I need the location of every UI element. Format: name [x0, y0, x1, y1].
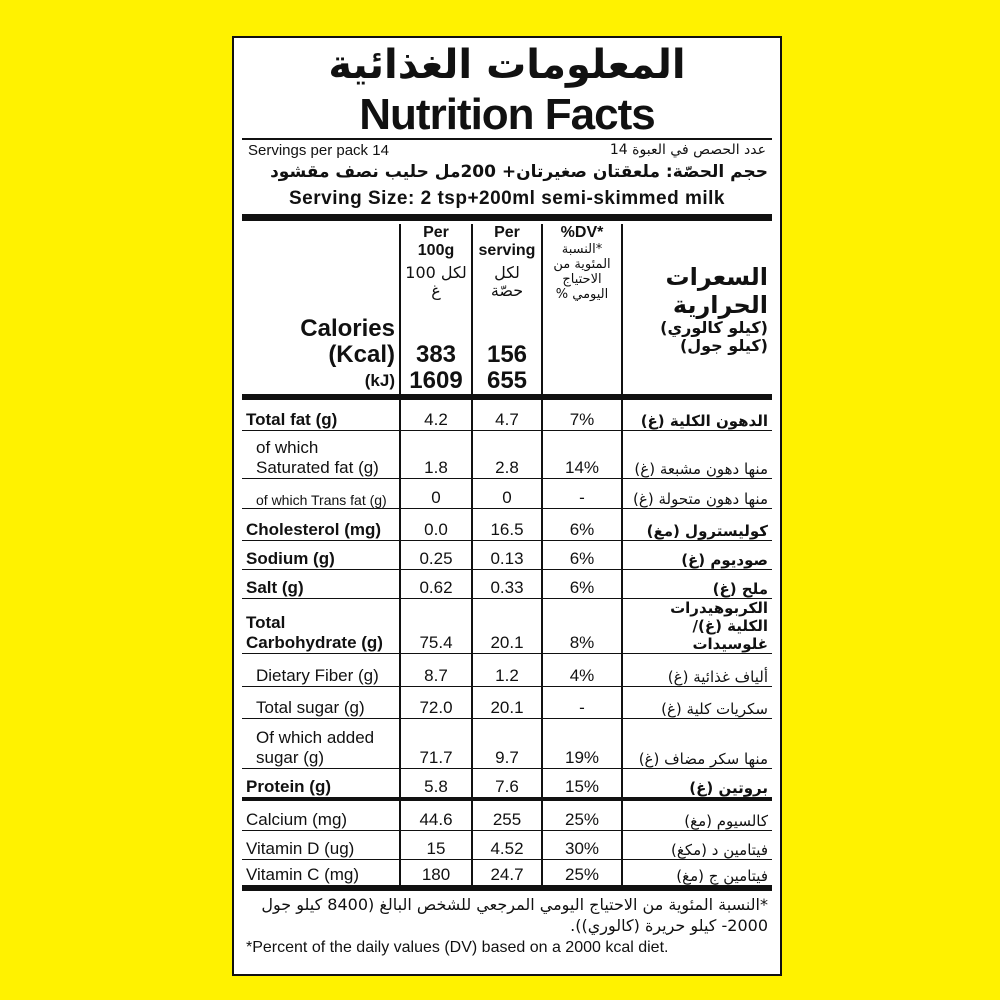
nutrition-table [242, 224, 772, 891]
value-per-100g: 0.62 [400, 569, 472, 598]
nutrition-label [232, 36, 782, 976]
value-per-serving: 16.5 [472, 508, 542, 540]
calories-per-100g: 383 1609 [400, 316, 472, 397]
value-per-serving: 7.6 [472, 768, 542, 799]
table-row [242, 397, 772, 430]
divider [242, 138, 772, 140]
nutrient-name-arabic: ألياف غذائية (غ) [622, 653, 772, 686]
value-per-serving: 255 [472, 799, 542, 830]
nutrient-name-arabic: فيتامين ج (مغ) [622, 859, 772, 888]
value-per-serving: 1.2 [472, 653, 542, 686]
daily-value: - [542, 686, 622, 718]
value-per-serving: 4.52 [472, 830, 542, 859]
title-arabic: المعلومات الغذائية [328, 42, 686, 88]
nutrient-name: Protein (g) [242, 768, 400, 799]
nutrient-name: Total Carbohydrate (g) [242, 598, 400, 653]
table-row [242, 653, 772, 686]
value-per-100g: 8.7 [400, 653, 472, 686]
value-per-serving: 2.8 [472, 430, 542, 478]
daily-value: 15% [542, 768, 622, 799]
value-per-100g: 72.0 [400, 686, 472, 718]
daily-value: 6% [542, 508, 622, 540]
footnote: *Percent of the daily values (DV) based on a 2000 kcal diet. [246, 939, 669, 956]
nutrient-name: Cholesterol (mg) [242, 508, 400, 540]
nutrient-name: Salt (g) [242, 569, 400, 598]
nutrient-name: Vitamin D (ug) [242, 830, 400, 859]
value-per-serving: 9.7 [472, 718, 542, 768]
table-row [242, 686, 772, 718]
value-per-100g: 180 [400, 859, 472, 888]
table-row [242, 569, 772, 598]
value-per-serving: 20.1 [472, 598, 542, 653]
value-per-100g: 71.7 [400, 718, 472, 768]
table-and-footnotes [242, 224, 772, 957]
table-row [242, 540, 772, 569]
value-per-100g: 5.8 [400, 768, 472, 799]
nutrient-name: Calcium (mg) [242, 799, 400, 830]
table-row [242, 859, 772, 888]
value-per-100g: 15 [400, 830, 472, 859]
nutrient-name: Sodium (g) [242, 540, 400, 569]
nutrient-name-arabic: الدهون الكلية (غ) [622, 397, 772, 430]
value-per-100g: 0.25 [400, 540, 472, 569]
nutrient-name-arabic: سكريات كلية (غ) [622, 686, 772, 718]
table-row [242, 508, 772, 540]
nutrient-name-arabic: كالسيوم (مغ) [622, 799, 772, 830]
daily-value: 8% [542, 598, 622, 653]
nutrient-name: of which Trans fat (g) [242, 478, 400, 508]
daily-value: 25% [542, 859, 622, 888]
table-row [242, 718, 772, 768]
value-per-100g: 0 [400, 478, 472, 508]
header-per-100g: Per 100g لكل 100 غ [400, 224, 472, 316]
daily-value: 25% [542, 799, 622, 830]
nutrient-name-arabic: كوليسترول (مغ) [622, 508, 772, 540]
nutrient-name-arabic: منها سكر مضاف (غ) [622, 718, 772, 768]
daily-value: 4% [542, 653, 622, 686]
table-row [242, 830, 772, 859]
nutrient-name-arabic: فيتامين د (مكغ) [622, 830, 772, 859]
value-per-serving: 0.33 [472, 569, 542, 598]
value-per-100g: 4.2 [400, 397, 472, 430]
nutrient-name-arabic: صوديوم (غ) [622, 540, 772, 569]
table-row [242, 598, 772, 653]
nutrient-name-arabic: بروتين (غ) [622, 768, 772, 799]
nutrient-name-arabic: الكربوهيدرات الكلية (غ)/غلوسيدات [622, 598, 772, 653]
nutrient-name: of which Saturated fat (g) [242, 430, 400, 478]
table-row [242, 768, 772, 799]
value-per-serving: 24.7 [472, 859, 542, 888]
table-row [242, 799, 772, 830]
nutrient-name-arabic: ملح (غ) [622, 569, 772, 598]
value-per-100g: 1.8 [400, 430, 472, 478]
nutrient-name: Of which added sugar (g) [242, 718, 400, 768]
value-per-serving: 20.1 [472, 686, 542, 718]
daily-value: 6% [542, 540, 622, 569]
footnote-arabic: *النسبة المئوية من الاحتياج اليومي المرجعي للشخص البالغ (8400 كيلو جول 2000- كيلو حريرة (كالوري)). [261, 895, 768, 935]
nutrient-name-arabic: منها دهون متحولة (غ) [622, 478, 772, 508]
daily-value: 14% [542, 430, 622, 478]
daily-value: 7% [542, 397, 622, 430]
thick-divider [242, 214, 772, 221]
daily-value: 6% [542, 569, 622, 598]
title-english: Nutrition Facts [359, 90, 655, 139]
calories-arabic: السعرات الحرارية (كيلو كالوري) (كيلو جول) [622, 224, 772, 397]
table-row [242, 478, 772, 508]
header-dv: %DV* *النسبة المئوية من الاحتياج اليومي % [542, 224, 622, 316]
nutrient-name: Total sugar (g) [242, 686, 400, 718]
servings-per-pack-arabic: عدد الحصص في العبوة 14 [609, 142, 766, 158]
table-row [242, 430, 772, 478]
value-per-100g: 0.0 [400, 508, 472, 540]
value-per-serving: 4.7 [472, 397, 542, 430]
daily-value: - [542, 478, 622, 508]
daily-value: 30% [542, 830, 622, 859]
value-per-serving: 0.13 [472, 540, 542, 569]
header-per-serving: Per serving لكل حصّة [472, 224, 542, 316]
nutrient-name: Dietary Fiber (g) [242, 653, 400, 686]
nutrient-name: Vitamin C (mg) [242, 859, 400, 888]
servings-per-pack: Servings per pack 14 [248, 142, 389, 159]
calories-per-serving: 156 655 [472, 316, 542, 397]
serving-size-arabic: حجم الحصّة: ملعقتان صغيرتان+ 200مل حليب نصف مقشود [270, 162, 768, 182]
nutrient-name-arabic: منها دهون مشبعة (غ) [622, 430, 772, 478]
nutrient-name: Total fat (g) [242, 397, 400, 430]
daily-value: 19% [542, 718, 622, 768]
value-per-serving: 0 [472, 478, 542, 508]
value-per-100g: 44.6 [400, 799, 472, 830]
calories-label: Calories (Kcal) (kJ) [242, 316, 400, 397]
serving-size: Serving Size: 2 tsp+200ml semi-skimmed milk [289, 188, 725, 209]
value-per-100g: 75.4 [400, 598, 472, 653]
